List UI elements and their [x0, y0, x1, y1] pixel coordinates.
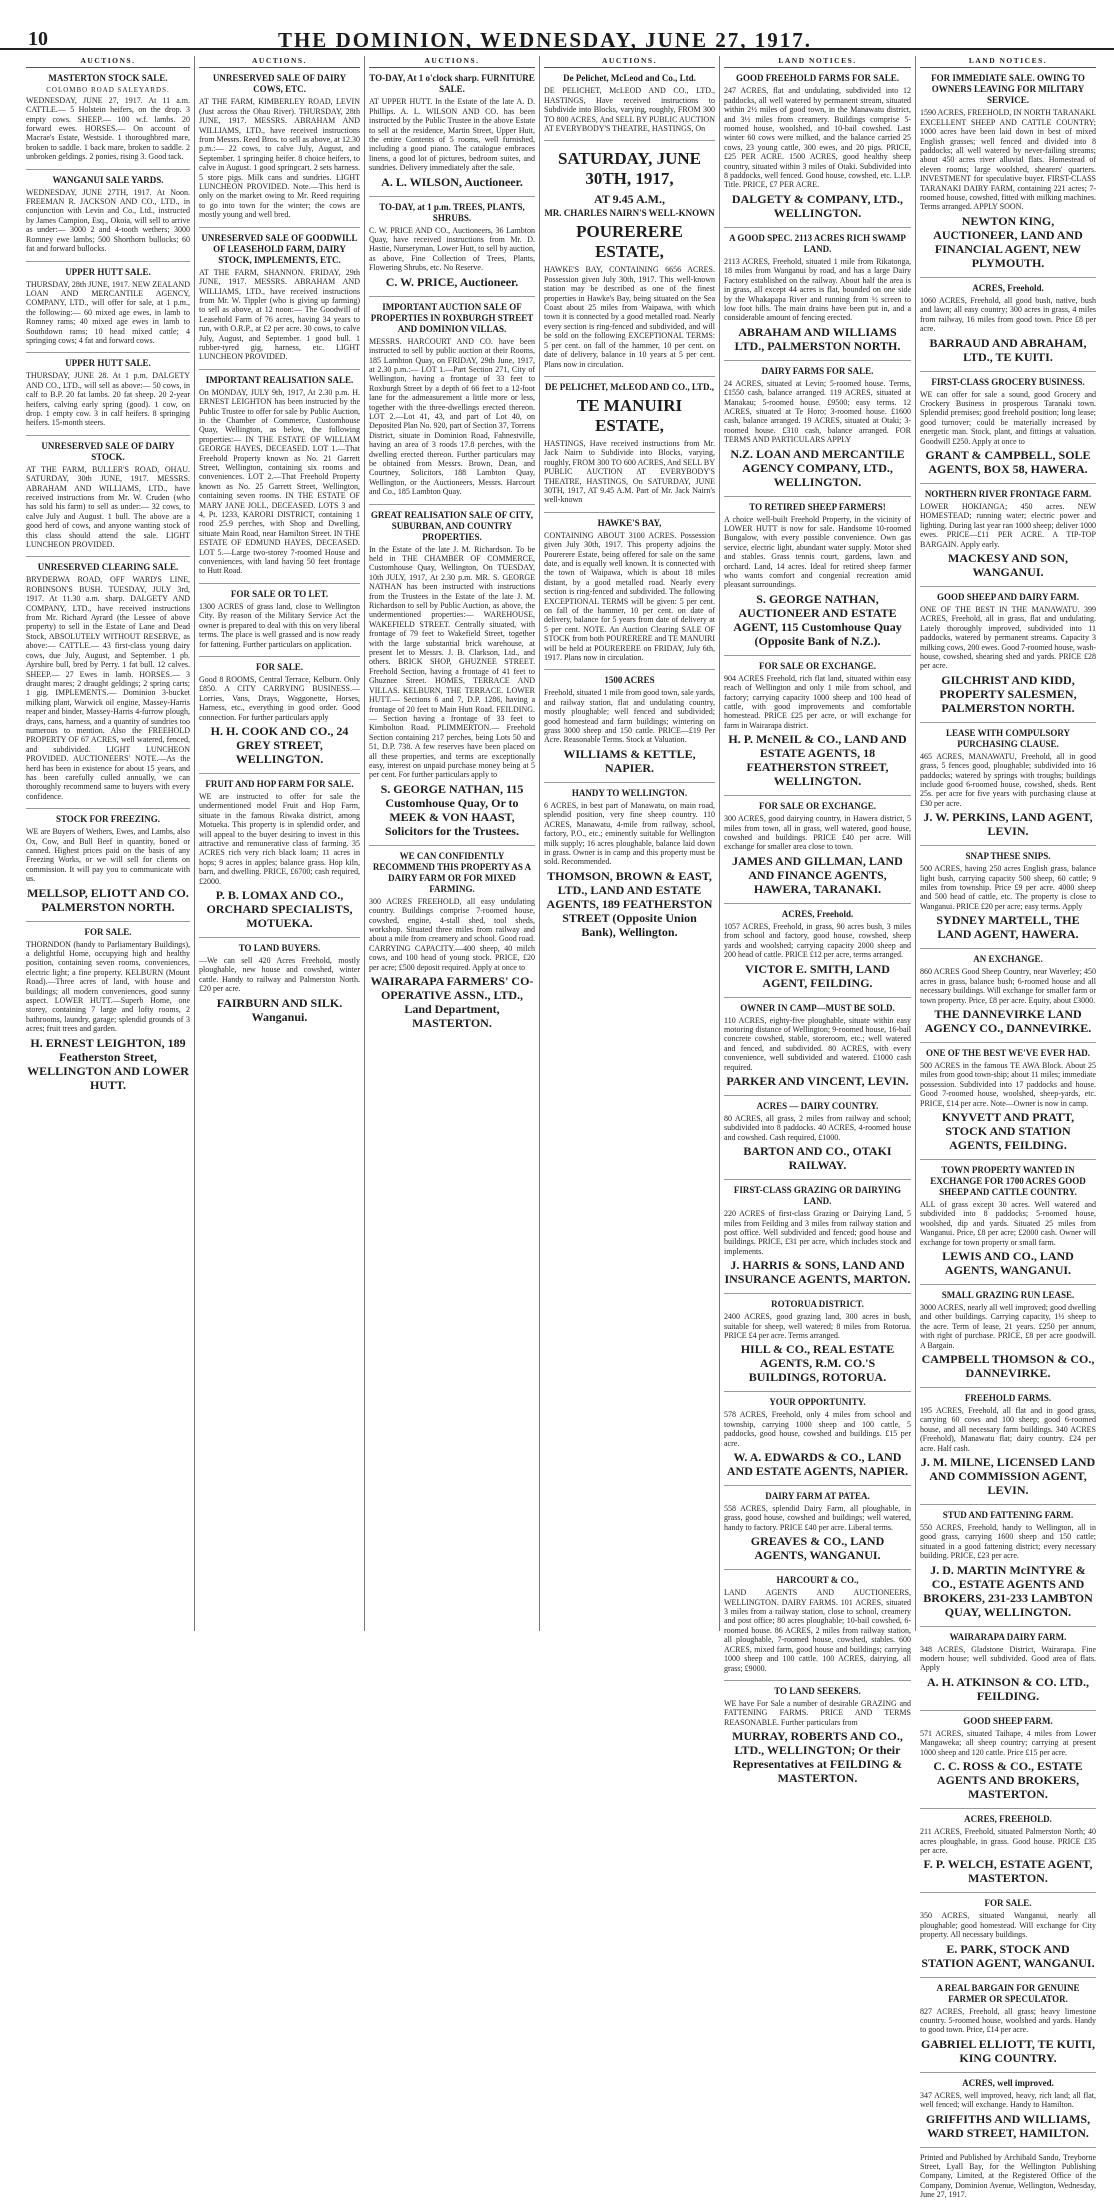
ad-signoff: GABRIEL ELLIOTT, TE KUITI, KING COUNTRY. [921, 2036, 1095, 2065]
ad-body: 220 ACRES of first-class Grazing or Dairying Land, 5 miles from Feilding and 3 miles from railway station and post office. Well subdivided and fenced; good house and buildings. PRICE, £31 per acre, which includes stock and implements. [724, 1209, 911, 1256]
ad-signoff: H. P. McNEIL & CO., LAND AND ESTATE AGENTS, 18 FEATHERSTON STREET, WELLINGTON. [728, 732, 907, 789]
ad-body: 3000 ACRES, nearly all well improved; good dwelling and other buildings. Carrying capacity, 1½ sheep to the acre. Term of lease, 21 years. £250 per annum, with right of purchase. PRICE, £8 per acre goodwill. A Bargain. [920, 1302, 1096, 1350]
ad-body: THURSDAY, JUNE 28. At 1 p.m. DALGETY AND CO., LTD., will sell as above:— 50 cows, in calf to B.P. 20 fat lambs. 20 fat sheep. 20 2-year heifers, calving early spring (good). 1 cow, on drop. 1 empty cow. 3 in calf heifers. 8 springing heifers. 15-month steers. [26, 371, 190, 428]
ad-body: 578 ACRES, Freehold, only 4 miles from school and township, carrying 1000 sheep and 100 cattle, 5 paddocks, good house, cowshed and buildings. £15 per acre. [724, 1410, 911, 1448]
ad-heading: DAIRY FARM AT PATEA. [765, 1491, 870, 1502]
ad-body: 6 ACRES, in best part of Manawatu, on main road, splendid position, very fine sheep country. 110 ACRES, Manawatu, 4-mile from railway, school, factory, P.O., etc.; eminently suitable for Wellington milk supply; 16 acres ploughable, balance laid down in grass. Owner is in camp and this property must be sold. Recommended. [544, 800, 715, 867]
ad-heading: MASTERTON STOCK SALE. [48, 73, 168, 84]
advertisement [544, 140, 715, 368]
ad-heading: GREAT REALISATION SALE OF CITY, SUBURBAN, AND COUNTRY PROPERTIES. [370, 509, 534, 542]
ad-body: 110 ACRES, eighty-five ploughable, situate within easy motoring distance of Wellington; 9-roomed house, 16-bail concrete cowshed, stable, storeroom, etc.; well watered and fenced, and subdivided. 80 ACRES, with every convenience, well subdivided and watered. £1000 cash required. [724, 1015, 911, 1072]
ad-body: Freehold, situated 1 mile from good town, sale yards, and railway station, flat and undulating country, mostly ploughable; well fenced and subdivided; good homestead and farm buildings; wintering on grass 3000 sheep and 150 cattle. PRICE—£19 Per Acre. Reasonable Terms. Stock at Valuation. [544, 688, 715, 745]
ad-signoff: JAMES AND GILLMAN, LAND AND FINANCE AGENTS, HAWERA, TARANAKI. [732, 853, 903, 896]
advertisement [920, 586, 1096, 715]
ad-heading: ONE OF THE BEST WE'VE EVER HAD. [926, 1047, 1090, 1058]
ad-heading: FOR SALE OR EXCHANGE. [758, 801, 876, 812]
ad-signoff: CAMPBELL THOMSON & CO., DANNEVIRKE. [921, 1352, 1095, 1380]
ad-signoff: GRANT & CAMPBELL, SOLE AGENTS, BOX 58, HAWERA. [925, 447, 1091, 476]
ad-heading: STOCK FOR FREEZING. [55, 814, 161, 825]
advertisement [724, 73, 911, 219]
advertisement [724, 227, 911, 353]
ad-signoff: J. M. MILNE, LICENSED LAND AND COMMISSION AGENT, LEVIN. [920, 1455, 1096, 1498]
advertisement [199, 369, 360, 576]
ad-signoff: PARKER AND VINCENT, LEVIN. [726, 1073, 909, 1088]
ad-signoff: DALGETY & COMPANY, LTD., WELLINGTON. [731, 191, 904, 220]
ad-heading: IMPORTANT AUCTION SALE OF PROPERTIES IN ROXBURGH STREET AND DOMINION VILLAS. [370, 301, 534, 334]
ad-body: WEDNESDAY, JUNE 27TH, 1917. At Noon. FREEMAN R. JACKSON AND CO., LTD., in conjunction with Levin and Co., Ltd., instructed by James Campion, Esq., Okoia, will sell to arrive as under:— 3000 2 and 4-tooth wethers; 3000 Romney ewe lambs; 500 Shorthorn bullocks; 60 fat and forward bullocks. [26, 187, 190, 254]
ad-body: ONE OF THE BEST IN THE MANAWATU. 399 ACRES, Freehold, all in grass, flat and undulating. Lately thoroughly improved, subdivided into 11 paddocks, watered by permanent streams. Capacity 3 milking cows, 200 ewes. Good 7-roomed house, wash-house, cowshed, shearing shed and yards. PRICE £28 per acre. [920, 604, 1096, 671]
advertisement [199, 656, 360, 766]
advertisement [920, 1504, 1096, 1619]
ad-heading: SMALL GRAZING RUN LEASE. [941, 1289, 1075, 1300]
advertisement [724, 655, 911, 788]
ad-heading: UNRESERVED CLEARING SALE. [37, 562, 179, 573]
ad-heading: UPPER HUTT SALE. [65, 358, 151, 369]
ad-body: 1057 ACRES, Freehold, in grass, 90 acres bush, 3 miles from school and factory, good house, cowshed, sheep yards and woolshed; carrying capacity 2000 sheep and 200 head of cattle. PRICE £12 per acre, terms arranged. [724, 921, 911, 960]
ad-body: CONTAINING ABOUT 3100 ACRES. Possession given July 30th, 1917. This property adjoins the Pourerere Estate, being offered for sale on the same date, and is equally well known. It is connected with the town of Waipawa, which is about 18 miles distant, by a good metalled road. Nearly every section is ring-fenced and subdivided. The following EXCEPTIONAL TERMS will be given: 5 per cent. on fall of the hammer, 10 per cent. on date of delivery, balance for 5 years from date of delivery at 5 per cent. NOTE. An Auction Clearing SALE OF STOCK from both POURERERE and TE MANUIRI will be held at POURERERE on FRIDAY, July 6th, 1917. Plans now in circulation. [544, 530, 715, 663]
ad-signoff: A. L. WILSON, Auctioneer. [381, 174, 523, 189]
advertisement [920, 2072, 1096, 2140]
advertisement [199, 583, 360, 649]
ad-signoff: C. W. PRICE, Auctioneer. [385, 274, 519, 289]
advertisement [724, 997, 911, 1088]
ad-estate-name: TE MANUIRI ESTATE, [576, 395, 683, 435]
ad-heading: FOR SALE OR TO LET. [230, 588, 329, 599]
advertisement [199, 227, 360, 362]
newspaper-columns [22, 56, 1100, 2200]
ad-heading: De Pelichet, McLeod and Co., Ltd. [563, 73, 696, 84]
ad-body: A choice well-built Freehold Property, in the vicinity of LOWER HUTT is now for sale. Handsome 10-roomed Bungalow, with every possible convenience. Own gas service, electric light, abundant water supply. Motor shed and stables. Grass tennis court, gardens, lawn and orchard. Land, 14 acres. Ideal for retired sheep farmer who wants comfort and congenial recreation amid pleasant surroundings. [724, 514, 911, 590]
advertisement [920, 483, 1096, 579]
ad-signoff: A. H. ATKINSON & CO. LTD., FEILDING. [926, 1674, 1090, 1703]
advertisement [26, 261, 190, 346]
ad-body: WE are instructed to offer for sale the undermentioned model Fruit and Hop Farm, situate in the famous Riwaka district, among Motueka. This property is in splendid order, and will appeal to the buyer desiring to invest in this attractive and remunerative class of farming. 35 ACRES rich very rich black loam; 11 acres in hops; 9 acres in apples; balance grass. Hop kiln, barn, and dwelling. PRICE, £6700; cash required, £2000. [199, 791, 360, 886]
ad-display-date: SATURDAY, JUNE 30TH, 1917, [558, 149, 701, 189]
ad-signoff: VICTOR E. SMITH, LAND AGENT, FEILDING. [745, 961, 890, 990]
ad-body: WE have For Sale a number of desirable GRAZING and FATTENING FARMS. PRICE AND TERMS REASONABLE. Further particulars from [724, 1698, 911, 1727]
advertisement [920, 1710, 1096, 1801]
ad-body: 860 ACRES Good Sheep Country, near Waverley; 450 acres in grass, balance bush; 6-roomed house and all necessary buildings. Will exchange for smaller farm or town property. Price, £8 per acre. Equity, about £3000. [920, 967, 1096, 1005]
ad-body: 2113 ACRES, Freehold, situated 1 mile from Rikatonga, 18 miles from Wanganui by road, and has a large Dairy Factory established on the railway. About half the area is in grass, all except 44 acres is flat, bounded on one side by the Whakapapa River and running from ½ screen to low foot hills. The main drains have been put in, and a considerable amount of fencing erected. [724, 256, 911, 323]
ad-body: THURSDAY, 28th JUNE, 1917. NEW ZEALAND LOAN AND MERCANTILE AGENCY, COMPANY, LTD., will offer for sale, at 1 p.m., the following:— 60 mixed age ewes, in lamb to Romney rams; 40 mixed age ewes in lamb to Southdown rams; 10 head mixed cattle; 4 springing cows; 4 fat and forward cows. [26, 279, 190, 345]
ad-body: 550 ACRES, Freehold, handy to Wellington, all in good grass, carrying 1600 sheep and 150 cattle; situated in a good fattening district; every necessary building. PRICE, £23 per acre. [920, 1523, 1096, 1561]
ad-heading: ACRES, Freehold. [972, 282, 1044, 293]
ad-signoff: MURRAY, ROBERTS AND CO., LTD., WELLINGTON; Or their Representatives at FEILDING & MASTERTON. [732, 1729, 903, 1786]
ad-body: C. W. PRICE AND CO., Auctioneers, 36 Lambton Quay, have received instructions from Mr. D. Hastie, Nurseryman, Lower Hutt, to sell by auction, as above, Fine Collection of Trees, Plants, Flowering Shrubs, etc. No Reserve. [369, 225, 535, 273]
ad-heading: UNRESERVED SALE OF DAIRY STOCK. [41, 440, 175, 462]
ad-body: 350 ACRES, situated Wanganui, nearly all ploughable; good homestead. Will exchange for City property. All necessary buildings. [920, 1911, 1096, 1940]
ad-heading: ACRES, Freehold. [781, 908, 854, 919]
ad-body: 500 ACRES, having 250 acres English grass, balance light bush, carrying capacity 500 sheep, 60 cattle; 9 miles from township. Price £9 per acre. 4000 sheep and 500 head of cattle, etc. The property is close to Wanganui. PRICE £20 per acre; easy terms. Apply [920, 864, 1096, 911]
advertisement [544, 782, 715, 939]
ad-body: ALL of grass except 30 acres. Well watered and subdivided into 8 paddocks; 5-roomed house, woolshed, dip and yards. Situated 25 miles from Wanganui. Price, £8 per acre; £2000 cash. Owner will exchange for town property or small farm. [920, 1199, 1096, 1247]
ad-body: 1300 ACRES of grass land, close to Wellington City. By reason of the Military Service Act the owner is prepared to deal with this on very liberal terms. The place is well grassed and is now ready for fattening. Further particulars on application. [199, 601, 360, 649]
ad-signoff: P. B. LOMAX AND CO., ORCHARD SPECIALISTS, MOTUEKA. [206, 888, 353, 930]
ad-signoff: ABRAHAM AND WILLIAMS LTD., PALMERSTON NORTH. [734, 324, 901, 353]
ad-signoff: FAIRBURN AND SILK. Wanganui. [216, 995, 343, 1024]
ad-signoff: HILL & CO., REAL ESTATE AGENTS, R.M. CO.'S BUILDINGS, ROTORUA. [740, 1342, 895, 1385]
ad-body: 347 ACRES, well improved, heavy, rich land; all flat, well fenced; will exchange. Handy to Hamilton. [920, 2090, 1096, 2110]
ad-heading: TO-DAY, At 1 o'clock sharp. FURNITURE SALE. [369, 73, 535, 95]
ad-body: 1060 ACRES, Freehold, all good bush, native, bush and lawn; all easy country; 300 acres in grass, 4 miles from railway, 16 miles from good town. Price £8 per acre. [920, 295, 1096, 334]
column-4 [539, 56, 719, 1631]
ad-signoff: BARRAUD AND ABRAHAM, LTD., TE KUITI. [929, 335, 1087, 364]
advertisement [920, 1977, 1096, 2065]
ad-signoff: WAIRARAPA FARMERS' CO-OPERATIVE ASSN., LTD., Land Department, MASTERTON. [370, 974, 534, 1030]
ad-heading: UNRESERVED SALE OF GOODWILL OF LEASEHOLD FARM, DAIRY STOCK, IMPLEMENTS, ETC. [201, 232, 358, 265]
advertisement [544, 669, 715, 774]
advertisement [724, 795, 911, 896]
ad-signoff: THOMSON, BROWN & EAST, LTD., LAND AND ESTATE AGENTS, 189 FEATHERSTON STREET (Opposite Union Bank), Wellington. [546, 868, 713, 939]
ad-body: 1590 ACRES, FREEHOLD, IN NORTH TARANAKI. EXCELLENT SHEEP AND CATTLE COUNTRY; 1000 acres have been laid down in best of mixed English grasses; well fenced and divided into 8 paddocks; all well watered by never-failing streams; about 450 acres river alluvial flats. Homestead of eleven rooms; large woolshed, shearers' quarters. INVESTMENT for speculative buyer. FIRST-CLASS TARANAKI DAIRY FARM, containing 221 acres; 7-roomed house, cowshed, fitted with milking machines. Terms arranged. APPLY SOON. [920, 108, 1096, 212]
ad-body: WEDNESDAY, JUNE 27, 1917. At 11 a.m. CATTLE.— 5 Holstein heifers, on the drop. 3 empty cows. SHEEP.— 100 w.f. lambs. 20 forward ewes. HORSES.— On account of Macrae's Estate, Westside. 1 thoroughbred mare, broken to saddle. 1 back mare, broken to saddle. 2 unbroken geldings. 2 ponies, rising 3. Good tack. [26, 95, 190, 162]
advertisement [724, 1680, 911, 1785]
column-6 [915, 56, 1100, 2200]
ad-body: Good 8 ROOMS, Central Terrace, Kelburn. Only £850. A CITY CARRYING BUSINESS.—Lorries, Vans, Drays, Waggonette, Horses, Harness, etc., everything in good order. Good connection. For further particulars apply [199, 674, 360, 722]
ad-body: 195 ACRES, Freehold, all flat and in good grass, carrying 60 cows and 100 sheep; good 6-roomed house, and all necessary farm buildings. 340 ACRES (Freehold), Manawatu flat; dairy country. £24 per acre. Half cash. [920, 1406, 1096, 1453]
ad-body: THORNDON (handy to Parliamentary Buildings), a delightful Home, occupying high and healthy position, containing seven rooms, conveniences, electric light; a fine property. KELBURN (Mount Road).—Three acres of land, with house and buildings; all modern conveniences, good sunny aspect. LOWER HUTT.—Superb Home, one storey, containing 7 large and lofty rooms, 2 bathrooms, laundry, garage; splendid grounds of 3 acres; fruit trees and garden. [26, 939, 190, 1034]
advertisement [724, 903, 911, 990]
ad-body: HAWKE'S BAY, CONTAINING 6656 ACRES. Possession given July 30th, 1917. This well-known station may be described as one of the finest properties in Hawke's Bay, being situated on the Sea Coast about 25 miles from Waipawa, with which town it is connected by a good metalled road. Nearly every section is ring-fenced and subdivided, and will be sold on the following EXCEPTIONAL TERMS: 5 per cent. on fall of the hammer, 10 per cent. on date of delivery, balance in 10 years at 5 per cent. Plans now in circulation. [544, 265, 715, 369]
ad-heading: ACRES — DAIRY COUNTRY. [756, 1100, 879, 1111]
ad-body: 247 ACRES, flat and undulating, subdivided into 12 paddocks, all well watered by permanent stream, situated within 2½ miles of good town, in the Manawatu district, and 3½ miles from creamery. Buildings comprise 5-roomed house, woolshed, and 10-bail cowshed. Last winter 60 cows were milked, and the balance carried 25 cows, 23 young cattle, 300 ewes, and 20 pigs. PRICE, £25 PER ACRE. 1500 ACRES, good healthy sheep country, situated within 3 miles of Otaki. Subdivided into 8 paddocks, well fenced. Good house, cowshed, etc. L.I.P. Title. PRICE, £7 PER ACRE. [724, 86, 911, 190]
ad-signoff: N.Z. LOAN AND MERCANTILE AGENCY COMPANY, LTD., WELLINGTON. [730, 446, 905, 489]
ad-heading: TOWN PROPERTY WANTED IN EXCHANGE FOR 1700 ACRES GOOD SHEEP AND CATTLE COUNTRY. [930, 1164, 1086, 1197]
column-header: AUCTIONS. [369, 56, 535, 68]
ad-heading: AN EXCHANGE. [973, 954, 1043, 965]
advertisement [920, 371, 1096, 476]
ad-heading: DAIRY FARMS FOR SALE. [761, 365, 874, 376]
advertisement [724, 496, 911, 648]
column-header: AUCTIONS. [199, 56, 360, 68]
ad-body: LAND AGENTS AND AUCTIONEERS, WELLINGTON. DAIRY FARMS. 101 ACRES, situated 3 miles from a railway station, close to school, creamery and post office; 80 acres ploughable; 10-bail cowshed, 6-roomed house. 86 ACRES, 2 miles from railway station, all ploughable, 7-roomed house, cowshed, stables. 600 ACRES, mixed farm, good house and buildings; carrying 1000 sheep and 100 cattle. 100 ACRES, dairying, all grass; £9000. [724, 1588, 911, 1673]
column-5 [719, 56, 915, 1786]
ad-signoff: MELLSOP, ELIOTT AND CO. PALMERSTON NORTH. [27, 885, 189, 914]
ad-body: 348 ACRES, Gladstone District, Wairarapa. Fine modern house; well subdivided. Good area of flats. Apply [920, 1644, 1096, 1673]
ad-body: HASTINGS, Have received instructions from Mr. Jack Nairn to Subdivide into Blocks, varying, roughly, FROM 300 TO 600 ACRES, And SELL BY PUBLIC AUCTION AT EVERYBODY'S THEATRE, HASTINGS, On SATURDAY, JUNE 30TH, 1917, AT 9.45 A.M. Part of Mr. Jack Nairn's well-known [544, 438, 715, 505]
ad-body: 211 ACRES, Freehold, situated Palmerston North; 40 acres ploughable, in grass. Good house. PRICE £35 per acre. [920, 1827, 1096, 1855]
advertisement [26, 73, 190, 161]
advertisement [724, 1391, 911, 1478]
ad-heading: UNRESERVED SALE OF DAIRY COWS, ETC. [212, 73, 347, 95]
advertisement [724, 1485, 911, 1562]
ad-heading: HAWKE'S BAY, [597, 517, 662, 528]
ad-signoff: W. A. EDWARDS & CO., LAND AND ESTATE AGENTS, NAPIER. [726, 1450, 909, 1479]
ad-signoff: E. PARK, STOCK AND STATION AGENT, WANGANUI. [921, 1941, 1095, 1970]
advertisement [724, 1095, 911, 1172]
ad-signoff: H. H. COOK AND CO., 24 GREY STREET, WELLINGTON. [210, 723, 349, 766]
ad-heading: STUD AND FATTENING FARM. [942, 1510, 1074, 1521]
ad-heading: HARCOURT & CO., [776, 1575, 859, 1586]
advertisement [920, 845, 1096, 941]
ad-body: 558 ACRES, splendid Dairy Farm, all ploughable, in grass, good house, cowshed and buildings; well watered, handy to factory. PRICE £40 per acre. Liberal terms. [724, 1504, 911, 1532]
advertisement [920, 1284, 1096, 1380]
ad-signoff: H. ERNEST LEIGHTON, 189 Featherston Street, WELLINGTON AND LOWER HUTT. [27, 1035, 189, 1092]
ad-signoff: BARTON AND CO., OTAKI RAILWAY. [743, 1144, 892, 1173]
column-3 [364, 56, 539, 1631]
ad-signoff: NEWTON KING, AUCTIONEER, LAND AND FINANCIAL AGENT, NEW PLYMOUTH. [933, 213, 1083, 270]
ad-signoff: GILCHRIST AND KIDD, PROPERTY SALESMEN, PALMERSTON NORTH. [939, 672, 1077, 715]
ad-signoff: J. W. PERKINS, LAND AGENT, LEVIN. [923, 810, 1093, 839]
ad-heading: HANDY TO WELLINGTON. [571, 787, 688, 798]
ad-body: 465 ACRES, MANAWATU, Freehold, all in good grass, 5 fences good, ploughable; subdivided into 16 paddocks; watered by springs with troughs; buildings include good 6-roomed house, cowshed, sheds. Rent 25s. per acre for five years with purchasing clause at £30 per acre. [920, 751, 1096, 808]
ad-estate-name: POURERERE ESTATE, [576, 222, 683, 262]
advertisement [199, 773, 360, 930]
ad-signoff: S. GEORGE NATHAN, 115 Customhouse Quay, Or to MEEK & VON HAAST, Solicitors for the Trustees. [380, 781, 524, 838]
ad-body: 827 ACRES, Freehold, all grass; heavy limestone country. 5-roomed house, woolshed and yards. Handy to good town. Price, £14 per acre. [920, 2006, 1096, 2035]
ad-body: —We can sell 420 Acres Freehold, mostly ploughable, new house and cowshed, winter cattle. Handy to railway and Palmerston North. £20 per acre. [199, 956, 360, 994]
ad-heading: FRUIT AND HOP FARM FOR SALE. [205, 778, 354, 789]
ad-heading: OWNER IN CAMP—MUST BE SOLD. [740, 1002, 895, 1013]
advertisement [920, 1159, 1096, 1277]
advertisement [369, 196, 535, 289]
advertisement [199, 937, 360, 1024]
ad-signoff: J. HARRIS & SONS, LAND AND INSURANCE AGENTS, MARTON. [724, 1258, 911, 1287]
ad-heading: YOUR OPPORTUNITY. [769, 1397, 866, 1408]
ad-heading: FOR SALE. [84, 926, 132, 937]
ad-subheading: COLOMBO ROAD SALEYARDS. [46, 86, 170, 95]
column-1 [22, 56, 194, 1631]
ad-heading: TO LAND SEEKERS. [774, 1685, 861, 1696]
advertisement [920, 2147, 1096, 2200]
ad-body: LOWER HOKIANGA; 450 acres. NEW HOMESTEAD; running water; electric power and lighting. During last year ran 1000 sheep; deliver 1000 ewes. PRICE—£11 PER ACRE. A TIP-TOP BARGAIN. Apply early. [920, 501, 1096, 549]
ad-heading: GOOD SHEEP FARM. [963, 1715, 1053, 1726]
ad-heading: FIRST-CLASS GRAZING OR DAIRYING LAND. [733, 1185, 902, 1207]
ad-heading: FOR SALE OR EXCHANGE. [758, 660, 876, 671]
ad-heading: A REAL BARGAIN FOR GENUINE FARMER OR SPECULATOR. [936, 1982, 1080, 2004]
advertisement [920, 1387, 1096, 1497]
advertisement [369, 73, 535, 188]
ad-signoff: THE DANNEVIRKE LAND AGENCY CO., DANNEVIRKE. [924, 1006, 1092, 1035]
ad-body: Printed and Published by Archibald Sando, Treyborne Street, Lyall Bay, for the Wellington Publishing Company, Limited, at the Registered Office of the Company, Dominion Avenue, Wellington, Wednesday, June 27, 1917. [920, 2152, 1096, 2200]
ad-heading: WANGANUI SALE YARDS. [52, 174, 164, 185]
ad-body: AT THE FARM, SHANNON. FRIDAY, 29th JUNE, 1917. MESSRS. ABRAHAM AND WILLIAMS, LTD., have received instructions from Mr. W. Tippler (who is giving up farming) to sell as above, at 12 noon:— The Goodwill of Leasehold Farm of 76 acres, having 34 years to run, with O.R.P., at £2 per acre. 30 cows, to calve July, August, and September. 1 good bull. 1 rubber-tyred gig, harness, etc. LIGHT LUNCHEON PROVIDED. [199, 267, 360, 362]
ad-body: 300 ACRES FREEHOLD, all easy undulating country. Buildings comprise 7-roomed house, cowshed, engine, 4-stall shed, tool sheds, workshop. Situated three miles from railway and about a mile from creamery and school. Good road. CARRYING CAPACITY.—400 sheep, 40 milch cows, and 100 head of young stock. PRICE, £20 per acre; £500 deposit required. Apply at once to [369, 896, 535, 972]
ad-heading: FREEHOLD FARMS. [964, 1393, 1052, 1403]
ad-heading: FOR SALE. [984, 1898, 1032, 1909]
ad-body: BRYDERWA ROAD, OFF WARD'S LINE, ROBINSON'S BUSH. TUESDAY, JULY 3rd, 1917. At 11.30 a.m. sharp. DALGETY AND COMPANY, LTD., have received instructions from Mr. Richard Ayrard (the Lessee of above property) to sell in the Estate of Lane and Dead Stock, ABSOLUTELY WITHOUT RESERVE, as above:— CATTLE.— 43 first-class young dairy cows, due July, August, and September. 1 pb. Ayrshire bull, bred by Perry. 1 fat bull. 12 calves. SHEEP.— 27 Ewes in lamb. HORSES.— 3 draught mares; 2 draught geldings; 2 spring carts; 1 gig. IMPLEMENTS.— Dominion 3-bucket milking plant, Warwick oil engine, Massey-Harris reaper and binder, Massey-Harris 4-furrow plough, drays, cans, harness, and a quantity of sundries too numerous to mention. Also the FREEHOLD PROPERTY OF 67 ACRES, well watered, fenced, and subdivided. LIGHT LUNCHEON PROVIDED. AUCTIONEERS' NOTE.—As the herd has been in existence for about 15 years, and has been carefully culled annually, we can thoroughly recommend same to buyers with every confidence. [26, 575, 190, 801]
ad-body: AT THE FARM, BULLER'S ROAD, OHAU. SATURDAY, 30th JUNE, 1917. MESSRS. ABRAHAM AND WILLIAMS, LTD., have received instructions from Mr. W. Cruden (who has sold his farm) to sell as under:— 32 cows, to calve July and August. 1 bull. The above are a good herd of cows, and anyone wanting stock of this class should attend the sale. LIGHT LUNCHEON PROVIDED. [26, 464, 190, 550]
advertisement [920, 1626, 1096, 1703]
ad-body: AT THE FARM, KIMBERLEY ROAD, LEVIN (Just across the Ohau River). THURSDAY, 28th JUNE, 1917. MESSRS. ABRAHAM AND WILLIAMS, LTD., have received instructions from Messrs. Reed Bros. to sell as above, at 12.30 p.m.:— 22 cows, to calve July, August, and September. 1 springing heifer. 8 choice heifers, to calve in August. 1 good springcart. 2 sets harness. 5 store pigs. Milk cans and sundries. LIGHT LUNCHEON PROVIDED. Note.—This herd is only on the market owing to Mr. Reed requiring to go into town for the winter; the cows are mostly young and well bred. [199, 97, 360, 220]
advertisement [544, 376, 715, 505]
advertisement [724, 1293, 911, 1384]
advertisement [26, 169, 190, 254]
ad-heading: FOR IMMEDIATE SALE. OWING TO OWNERS LEAVING FOR MILITARY SERVICE. [931, 73, 1085, 106]
ad-heading: GOOD FREEHOLD FARMS FOR SALE. [735, 73, 900, 84]
advertisement [724, 360, 911, 489]
ad-heading: A GOOD SPEC. 2113 ACRES RICH SWAMP LAND. [729, 232, 906, 254]
ad-body: WE are Buyers of Wethers, Ewes, and Lambs, also Ox, Cow, and Bull Beef in quantity, boned or canned. Highest prices paid on the basis of any Freezing Works, or we will sell for clients on commission. It will pay you to communicate with us. [26, 827, 190, 884]
ad-heading: WAIRARAPA DAIRY FARM. [949, 1631, 1067, 1642]
column-header: LAND NOTICES. [724, 56, 911, 68]
ad-heading: LEASE WITH COMPULSORY PURCHASING CLAUSE. [945, 727, 1071, 749]
ad-heading: TO LAND BUYERS. [238, 943, 321, 953]
ad-signoff: J. D. MARTIN McINTYRE & CO., ESTATE AGENTS AND BROKERS, 231-233 LAMBTON QUAY, WELLINGTON. [923, 1562, 1093, 1619]
advertisement [920, 1042, 1096, 1152]
ad-body: 300 ACRES, good dairying country, in Hawera district, 5 miles from town, all in grass, well watered, good house, cowshed and buildings. PRICE £40 per acre. Will exchange for smaller area close to town. [724, 814, 911, 852]
ad-heading: FIRST-CLASS GROCERY BUSINESS. [931, 376, 1085, 387]
column-header: AUCTIONS. [26, 56, 190, 68]
ad-signoff: MACKESY AND SON, WANGANUI. [948, 550, 1068, 579]
advertisement [724, 1179, 911, 1286]
ad-body: MESSRS. HARCOURT AND CO. have been instructed to sell by public auction at their Rooms, 185 Lambton Quay, on FRIDAY, 29th June, 1917, at 2.30 p.m.:— LOT 1.—Part Section 271, City of Wellington, having a frontage of 33 feet to Roxburgh Street by a depth of 66 feet to a 12-foot lane for the admeasurement a little more or less, together with the three-dwellings erected thereon. LOT 2.—Lot 41, 43, and part of Lot 40, on Deposited Plan No. 920, part of Section 37, Torrens District, situate in Dominion Road, Fahnestville, having an area of 3 roods 17.8 perches, with the dwelling erected thereon. Further particulars may be obtained from Messrs. Brown, Dean, and Courtney, Solicitors, 188 Lambton Quay, Wellington, or the Auctioneers, Messrs. Harcourt and Co., 185 Lambton Quay. [369, 336, 535, 497]
advertisement [369, 504, 535, 838]
ad-heading: NORTHERN RIVER FRONTAGE FARM. [924, 488, 1092, 499]
page-number: 10 [28, 28, 48, 50]
ad-signoff: C. C. ROSS & CO., ESTATE AGENTS AND BROKERS, MASTERTON. [933, 1759, 1083, 1802]
ad-display-time: AT 9.45 A.M., [594, 192, 665, 207]
advertisement [544, 73, 715, 133]
column-header: AUCTIONS. [544, 56, 715, 68]
ad-body: 500 ACRES in the famous TE AWA Block. About 25 miles from good town-ship; about 11 miles; immediate possession. Subdivided into 17 paddocks and house. Good 7-roomed house, woolshed, sheep-yards, etc. PRICE, £14 per acre. Note—Owner is now in camp. [920, 1060, 1096, 1108]
ad-signoff: KNYVETT AND PRATT, STOCK AND STATION AGENTS, FEILDING. [941, 1109, 1075, 1152]
ad-body: 2400 ACRES, good grazing land, 300 acres in bush, suitable for sheep, well watered; 8 miles from Rotorua. PRICE £4 per acre. Terms arranged. [724, 1312, 911, 1340]
advertisement [26, 921, 190, 1092]
ad-body: DE PELICHET, McLEOD AND CO., LTD., HASTINGS, Have received instructions to Subdivide into Blocks, varying, roughly, FROM 300 TO 800 ACRES, And SELL BY PUBLIC AUCTION AT EVERYBODY'S THEATRE, HASTINGS, On [544, 86, 715, 134]
ad-heading: TO RETIRED SHEEP FARMERS! [749, 501, 886, 512]
advertisement [920, 722, 1096, 838]
advertisement [26, 808, 190, 913]
ad-signoff: GREAVES & CO., LAND AGENTS, WANGANUI. [750, 1534, 885, 1563]
ad-body: 80 ACRES, all grass, 2 miles from railway and school; subdivided into 8 paddocks. 40 ACRES, 4-roomed house and cowshed. Cash required, £1000. [724, 1113, 911, 1142]
column-header: LAND NOTICES. [920, 56, 1096, 68]
advertisement [920, 1892, 1096, 1969]
ad-signoff: LEWIS AND CO., LAND AGENTS, WANGANUI. [942, 1248, 1074, 1277]
ad-heading: SNAP THESE SNIPS. [965, 851, 1051, 862]
ad-heading: ROTORUA DISTRICT. [771, 1299, 864, 1310]
ad-body: 571 ACRES, situated Taihape, 4 miles from Lower Mangaweka; all sheep country; carrying at present 1000 sheep and 120 cattle. Price £15 per acre. [920, 1728, 1096, 1757]
advertisement [920, 948, 1096, 1035]
ad-body: 24 ACRES, situated at Levin; 5-roomed house. Terms, £1550 cash, balance arranged. 119 ACRES, situated at Manakau; 5-roomed house. £9500; easy terms. 12 ACRES, situated at Te Horo; 3-roomed house. £1600 cash, balance arranged. 19 ACRES, situated at Otaki; 3-roomed house. £310 cash, balance arranged. FOR TERMS AND PARTICULARS APPLY [724, 378, 911, 445]
ad-body: On MONDAY, JULY 9th, 1917, At 2.30 p.m. H. ERNEST LEIGHTON has been instructed by the Public Trustee to offer for sale by Public Auction, in the Chamber of Commerce, Customhouse Quay, Wellington, as below, the following properties:— IN THE ESTATE OF WILLIAM GEORGE HAYES, DECEASED. LOT 1.—That Freehold Property known as No. 21 Garrett Street, Wellington, containing six rooms and conveniences. LOT 2.—That Freehold Property known as No. 25 Garrett Street, Wellington, containing seven rooms. IN THE ESTATE OF MARY JANE JOLL, DECEASED. LOTS 3 and 4, Pt. 1233, KARORI DISTRICT, containing 1 rood 25.9 perches, with Shop and Dwelling, situate Main Road, near Hamilton Street. IN THE ESTATE OF EDMUND HAYES, DECEASED. LOT 5.—Large two-storey 7-roomed House and conveniences, with land having 50 feet frontage to Hutt Road. [199, 387, 360, 576]
advertisement [199, 73, 360, 219]
ad-body: 904 ACRES Freehold, rich flat land, situated within easy reach of Wellington and only 1 mile from school, and factory; carrying capacity 1000 sheep and 100 head of cattle, with good improvements and comfortable homestead. PRICE £25 per acre, or will exchange for farm in Wairarapa district. [724, 673, 911, 730]
advertisement [369, 296, 535, 497]
ad-signoff: SYDNEY MARTELL, THE LAND AGENT, HAWERA. [936, 913, 1080, 942]
ad-signoff: GRIFFITHS AND WILLIAMS, WARD STREET, HAMILTON. [925, 2111, 1091, 2140]
newspaper-title: THE DOMINION, WEDNESDAY, JUNE 27, 1917. [277, 28, 813, 52]
ad-body: WE can offer for sale a sound, good Grocery and Crockery Business in prosperous Taranaki town. Splendid premises; good freehold position; long lease; good turnover; could be materially increased by energetic man. Stock, plant, and fittings at valuation. Goodwill £250. Apply at once to [920, 389, 1096, 446]
advertisement [26, 556, 190, 801]
ad-signoff: WILLIAMS & KETTLE, NAPIER. [563, 746, 696, 775]
ad-signoff: S. GEORGE NATHAN, AUCTIONEER AND ESTATE AGENT, 115 Customhouse Quay (Opposite Bank of N.Z.). [733, 591, 902, 648]
ad-heading: ACRES, FREEHOLD. [964, 1814, 1052, 1825]
advertisement [920, 1808, 1096, 1885]
ad-heading: GOOD SHEEP AND DAIRY FARM. [937, 591, 1079, 602]
advertisement [920, 73, 1096, 269]
ad-heading: UPPER HUTT SALE. [65, 266, 151, 277]
advertisement [920, 277, 1096, 364]
ad-body: AT UPPER HUTT. In the Estate of the late A. D. Phillips. A. L. WILSON AND CO. has been instructed by the Public Trustee in the above Estate to sell at the residence, Martin Street, Upper Hutt, the entire Contents of 5 rooms, well furnished, including a good piano. The catalogue embraces linens, a good lot of pictures, bedroom suites, and sundries. Delivery immediately after the sale. [369, 97, 535, 173]
ad-signoff: F. P. WELCH, ESTATE AGENT, MASTERTON. [923, 1857, 1093, 1886]
advertisement [26, 435, 190, 550]
advertisement [26, 352, 190, 427]
column-2 [194, 56, 364, 1631]
advertisement [369, 845, 535, 1030]
ad-heading: MR. CHARLES NAIRN'S WELL-KNOWN [544, 208, 715, 219]
ad-heading: TO-DAY, at 1 p.m. TREES, PLANTS, SHRUBS. [379, 201, 525, 223]
masthead [0, 0, 1114, 50]
ad-heading: 1500 ACRES [604, 675, 655, 686]
advertisement [724, 1569, 911, 1673]
ad-heading: WE CAN CONFIDENTLY RECOMMEND THIS PROPERTY AS A DAIRY FARM OR FOR MIXED FARMING. [372, 850, 532, 894]
ad-heading: ACRES, well improved. [962, 2077, 1054, 2088]
ad-body: In the Estate of the late J. M. Richardson. To be held in THE CHAMBER OF COMMERCE, Customhouse Quay, Wellington, On TUESDAY, 10th JULY, 1917, At 2.30 p.m. MR. S. GEORGE NATHAN has been instructed with instructions from the Trustees in the Estate of the late J. M. Richardson to sell by Public Auction, as above, the undermentioned properties:— WAREHOUSE, WAKEFIELD STREET. Centrally situated, with frontage of 79 feet to Wakefield Street, together with the large substantial brick warehouse, at present let to Messrs. J. B. Clarkson, Ltd., and others. BRICK SHOP, GHUZNEE STREET. Freehold Section, having a frontage of 41 feet to Ghuznee Street. HOMES, TERRACE AND VILLAS. KELBURN, THE TERRACE. LOWER HUTT.— Sections 6 and 7, D.P. 1286, having a frontage of 20 feet to Main Hutt Road. FEILDING.— Section having a frontage of 33 feet to Kimbolton Road. PLIMMERTON.— Freehold Section containing 217 perches, being Lots 50 and 51, D.P. 738. A few reserves have been placed on all these properties, and terms are exceptionally easy, interest on unpaid purchase money being at 5 per cent. For further particulars apply to [369, 544, 535, 780]
ad-heading: DE PELICHET, McLEOD AND CO., LTD., [544, 381, 715, 392]
advertisement [544, 512, 715, 663]
ad-heading: IMPORTANT REALISATION SALE. [205, 374, 354, 385]
ad-heading: FOR SALE. [255, 661, 303, 672]
